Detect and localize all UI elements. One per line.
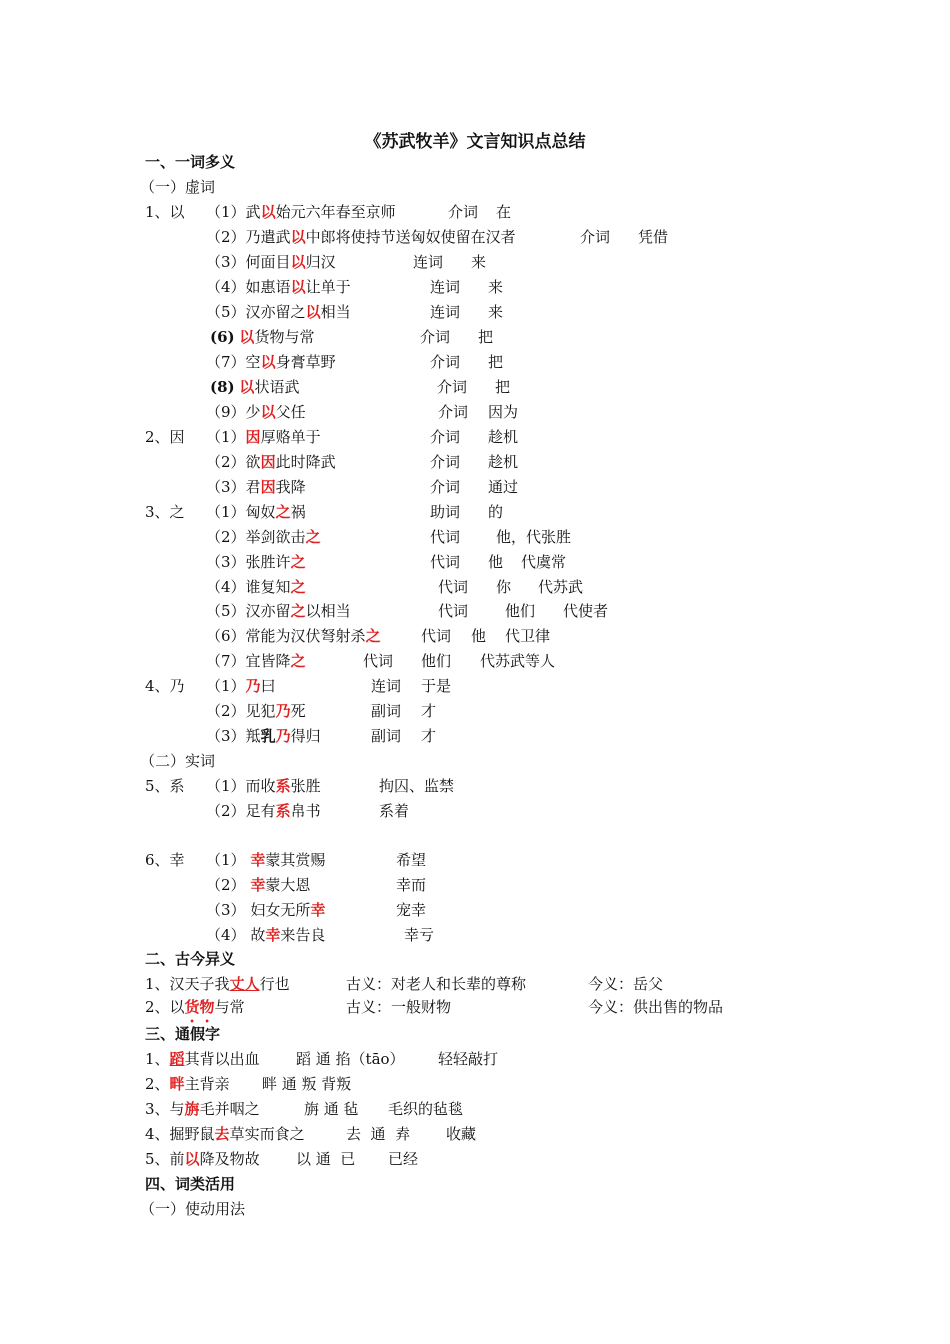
entry-row: （1）而收系张胜 [206, 777, 321, 795]
subsection-causative: （一）使动用法 [140, 1200, 246, 1218]
part-of-speech: 代词 [430, 553, 461, 571]
word-label: 4、乃 [145, 677, 185, 695]
part-of-speech: 介词 [580, 228, 611, 246]
subsection-content-words: （二）实词 [140, 752, 216, 770]
part-of-speech: 介词 [420, 328, 451, 346]
entry-row: （2）足有系帛书 [206, 802, 321, 820]
meaning: 系着 [379, 802, 410, 820]
entry-row: 2、以货物与常 [145, 998, 245, 1016]
meaning: 你 [496, 578, 512, 596]
meaning: 把 [478, 328, 494, 346]
part-of-speech: 代词 [363, 652, 394, 670]
meaning: 来 [488, 278, 504, 296]
meaning: 凭借 [638, 228, 669, 246]
entry-row: （2）乃遣武以中郎将使持节送匈奴使留在汉者 [206, 228, 516, 246]
part-of-speech: 副词 [371, 727, 402, 745]
entry-row: （3）君因我降 [206, 478, 306, 496]
part-of-speech: 连词 [371, 677, 402, 695]
part-of-speech: 连词 [413, 253, 444, 271]
entry-row: 4、掘野鼠去草实而食之 [145, 1125, 305, 1143]
meaning: 趁机 [488, 428, 519, 446]
entry-row: （6）常能为汉伏弩射杀之 [206, 627, 381, 645]
entry-row: （1）因厚赂单于 [206, 428, 321, 446]
part-of-speech: 介词 [448, 203, 479, 221]
part-of-speech: 代词 [438, 578, 469, 596]
section-heading-word-class-shift: 四、词类活用 [145, 1175, 236, 1193]
word-label: 6、幸 [145, 851, 185, 869]
meaning: 轻轻敲打 [438, 1050, 499, 1068]
loan-note: 以 通 已 [296, 1150, 356, 1168]
entry-row: 1、蹈其背以出血 [145, 1050, 260, 1068]
meaning: 才 [421, 727, 437, 745]
part-of-speech: 介词 [430, 453, 461, 471]
meaning: 把 [488, 353, 504, 371]
entry-row: （3）何面目以归汉 [206, 253, 336, 271]
referent: 代虞常 [521, 553, 567, 571]
entry-row: （3）羝乳乃得归 [206, 727, 321, 745]
entry-row: （7）空以身膏草野 [206, 353, 336, 371]
meaning: 在 [496, 203, 512, 221]
word-label: 2、因 [145, 428, 185, 446]
meaning: 他们 [505, 602, 536, 620]
meaning: 宠幸 [396, 901, 427, 919]
part-of-speech: 连词 [430, 303, 461, 321]
meaning: 幸而 [396, 876, 427, 894]
meaning: 他们 [421, 652, 452, 670]
entry-row: (6) 以货物与常 [210, 328, 315, 346]
part-of-speech: 介词 [437, 378, 468, 396]
loan-note: 旃 通 毡 [304, 1100, 359, 1118]
entry-row: （1）乃曰 [206, 677, 276, 695]
entry-row: （7）宜皆降之 [206, 652, 306, 670]
part-of-speech: 介词 [430, 478, 461, 496]
section-heading-polysemy: 一、一词多义 [145, 153, 236, 171]
loan-note: 蹈 通 掐（tāo） [296, 1050, 405, 1068]
entry-row: （3） 妇女无所幸 [206, 901, 326, 919]
entry-row: （2） 幸蒙大恩 [206, 876, 311, 894]
section-heading-loan-characters: 三、通假字 [145, 1025, 221, 1043]
entry-row: 2、畔主背亲 [145, 1075, 230, 1093]
meaning: 的 [488, 503, 504, 521]
meaning: 才 [421, 702, 437, 720]
entry-row: （1）匈奴之祸 [206, 503, 306, 521]
meaning: 于是 [421, 677, 452, 695]
part-of-speech: 助词 [430, 503, 461, 521]
meaning: 来 [488, 303, 504, 321]
meaning: 他 [488, 553, 504, 571]
entry-row: （1） 幸蒙其赏赐 [206, 851, 326, 869]
meaning: 因为 [488, 403, 519, 421]
part-of-speech: 副词 [371, 702, 402, 720]
referent: 代使者 [563, 602, 609, 620]
entry-row: （4） 故幸来告良 [206, 926, 326, 944]
part-of-speech: 代词 [421, 627, 452, 645]
part-of-speech: 代词 [430, 528, 461, 546]
meaning: 幸亏 [404, 926, 435, 944]
meaning: 他，代张胜 [496, 528, 572, 546]
entry-row: 1、汉天子我丈人行也 [145, 975, 290, 993]
loan-note: 畔 通 叛 背叛 [262, 1075, 352, 1093]
meaning: 已经 [388, 1150, 419, 1168]
ancient-meaning: 古义：一般财物 [346, 998, 452, 1016]
page-title: 《苏武牧羊》文言知识点总结 [364, 132, 586, 152]
referent: 代卫律 [505, 627, 551, 645]
word-label: 1、以 [145, 203, 185, 221]
meaning: 趁机 [488, 453, 519, 471]
part-of-speech: 连词 [430, 278, 461, 296]
part-of-speech: 介词 [430, 428, 461, 446]
section-heading-ancient-modern: 二、古今异义 [145, 950, 236, 968]
meaning: 他 [471, 627, 487, 645]
entry-row: 3、与旃毛并咽之 [145, 1100, 260, 1118]
word-label: 3、之 [145, 503, 185, 521]
meaning: 拘囚、监禁 [379, 777, 455, 795]
meaning: 来 [471, 253, 487, 271]
referent: 代苏武等人 [480, 652, 556, 670]
meaning: 毛织的毡毯 [388, 1100, 464, 1118]
subsection-function-words: （一）虚词 [140, 178, 216, 196]
meaning: 把 [495, 378, 511, 396]
part-of-speech: 介词 [430, 353, 461, 371]
entry-row: （2）举剑欲击之 [206, 528, 321, 546]
word-label: 5、系 [145, 777, 185, 795]
entry-row: （4）谁复知之 [206, 578, 306, 596]
modern-meaning: 今义：岳父 [588, 975, 664, 993]
part-of-speech: 代词 [438, 602, 469, 620]
entry-row: 5、前以降及物故 [145, 1150, 260, 1168]
entry-row: （5）汉亦留之以相当 [206, 303, 351, 321]
entry-row: （9）少以父任 [206, 403, 306, 421]
entry-row: （2）欲因此时降武 [206, 453, 336, 471]
referent: 代苏武 [538, 578, 584, 596]
entry-row: (8) 以状语武 [210, 378, 300, 396]
meaning: 通过 [488, 478, 519, 496]
meaning: 收藏 [446, 1125, 477, 1143]
part-of-speech: 介词 [438, 403, 469, 421]
ancient-meaning: 古义：对老人和长辈的尊称 [346, 975, 527, 993]
loan-note: 去 通 弆 [346, 1125, 411, 1143]
meaning: 希望 [396, 851, 427, 869]
entry-row: （3）张胜许之 [206, 553, 306, 571]
modern-meaning: 今义：供出售的物品 [588, 998, 724, 1016]
entry-row: （5）汉亦留之以相当 [206, 602, 351, 620]
entry-row: （1）武以始元六年春至京师 [206, 203, 396, 221]
entry-row: （4）如惠语以让单于 [206, 278, 351, 296]
entry-row: （2）见犯乃死 [206, 702, 306, 720]
